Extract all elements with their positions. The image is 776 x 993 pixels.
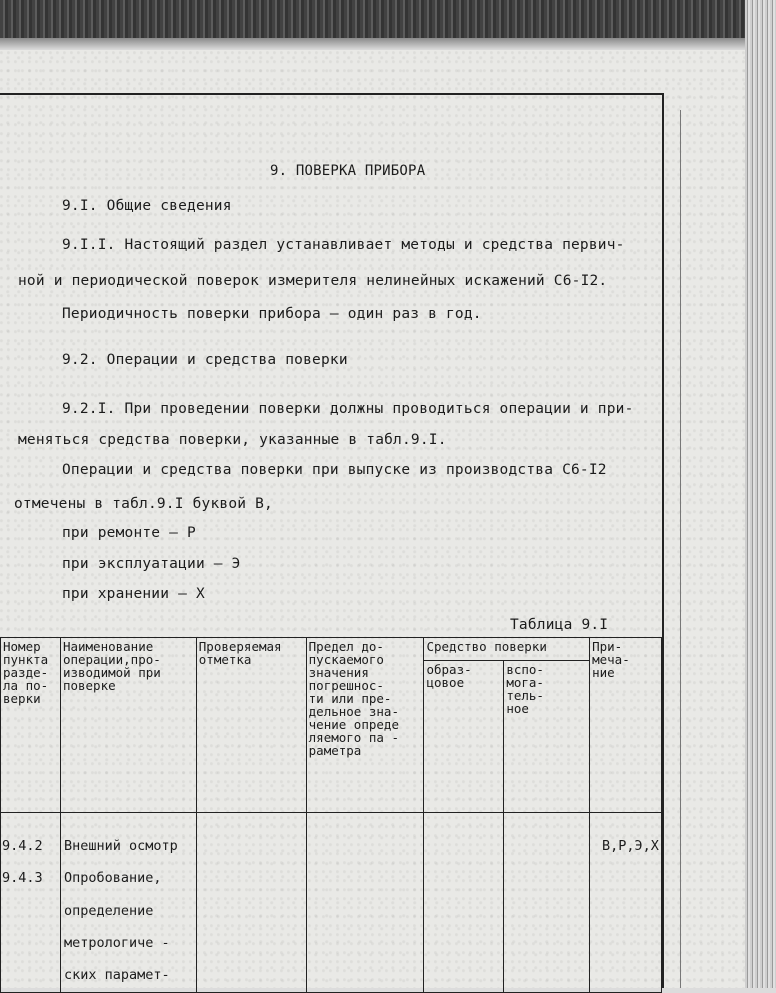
- row-number: 9.4.2: [2, 838, 43, 854]
- paragraph-line: Операции и средства поверки при выпуске из производства С6-I2: [62, 462, 607, 478]
- subsection-heading-operations: 9.2. Операции и средства поверки: [62, 352, 348, 368]
- scan-right-edge: [745, 0, 776, 988]
- page-frame-top: [0, 93, 662, 95]
- paragraph-line: ной и периодической поверок измерителя нелинейных искажений С6-I2.: [18, 273, 608, 289]
- header-reference-means: образ- цовое: [424, 661, 504, 813]
- subsection-heading-general: 9.I. Общие сведения: [62, 198, 232, 214]
- row-operation-name: определение: [64, 903, 154, 919]
- paragraph-line: при хранении – Х: [62, 586, 205, 602]
- row-operation-name: метрологиче -: [64, 935, 170, 951]
- paragraph-line: при эксплуатации – Э: [62, 556, 241, 572]
- row-operation-name: ских парамет-: [64, 967, 170, 983]
- table-caption: Таблица 9.I: [510, 617, 609, 633]
- scan-top-band: [0, 0, 776, 38]
- page-frame-right: [662, 93, 664, 988]
- header-point-number: Номер пункта разде- ла по- верки: [1, 638, 61, 813]
- paragraph-line: 9.2.I. При проведении поверки должны проводиться операции и при-: [62, 401, 634, 417]
- table-header-row: [1, 638, 662, 661]
- header-error-limit: Предел до- пускаемого значения погрешнос- ти или пре- дельное зна- чение опреде ляемого па - раметра: [306, 638, 424, 813]
- scan-top-fade: [0, 38, 776, 50]
- header-checked-mark: Проверяемая отметка: [196, 638, 306, 813]
- row-operation-name: Опробование,: [64, 870, 162, 886]
- paragraph-line: Периодичность поверки прибора – один раз в год.: [62, 306, 482, 322]
- section-title: 9. ПОВЕРКА ПРИБОРА: [270, 163, 426, 179]
- paragraph-line: отмечены в табл.9.I буквой В,: [14, 496, 273, 512]
- header-auxiliary-means: вспо- мога- тель- ное: [504, 661, 590, 813]
- paragraph-line: 9.I.I. Настоящий раздел устанавливает методы и средства первич-: [62, 237, 625, 253]
- header-operation-name: Наименование операции,про- изводимой при поверке: [60, 638, 196, 813]
- paragraph-line: при ремонте – Р: [62, 525, 196, 541]
- header-note: При- меча- ние: [590, 638, 662, 813]
- row-number: 9.4.3: [2, 870, 43, 886]
- row-note: В,Р,Э,Х: [602, 838, 659, 854]
- header-verification-means: Средство поверки: [424, 638, 590, 661]
- row-operation-name: Внешний осмотр: [64, 838, 178, 854]
- paragraph-line: меняться средства поверки, указанные в табл.9.I.: [18, 432, 447, 448]
- page-frame-right-outer: [680, 110, 681, 988]
